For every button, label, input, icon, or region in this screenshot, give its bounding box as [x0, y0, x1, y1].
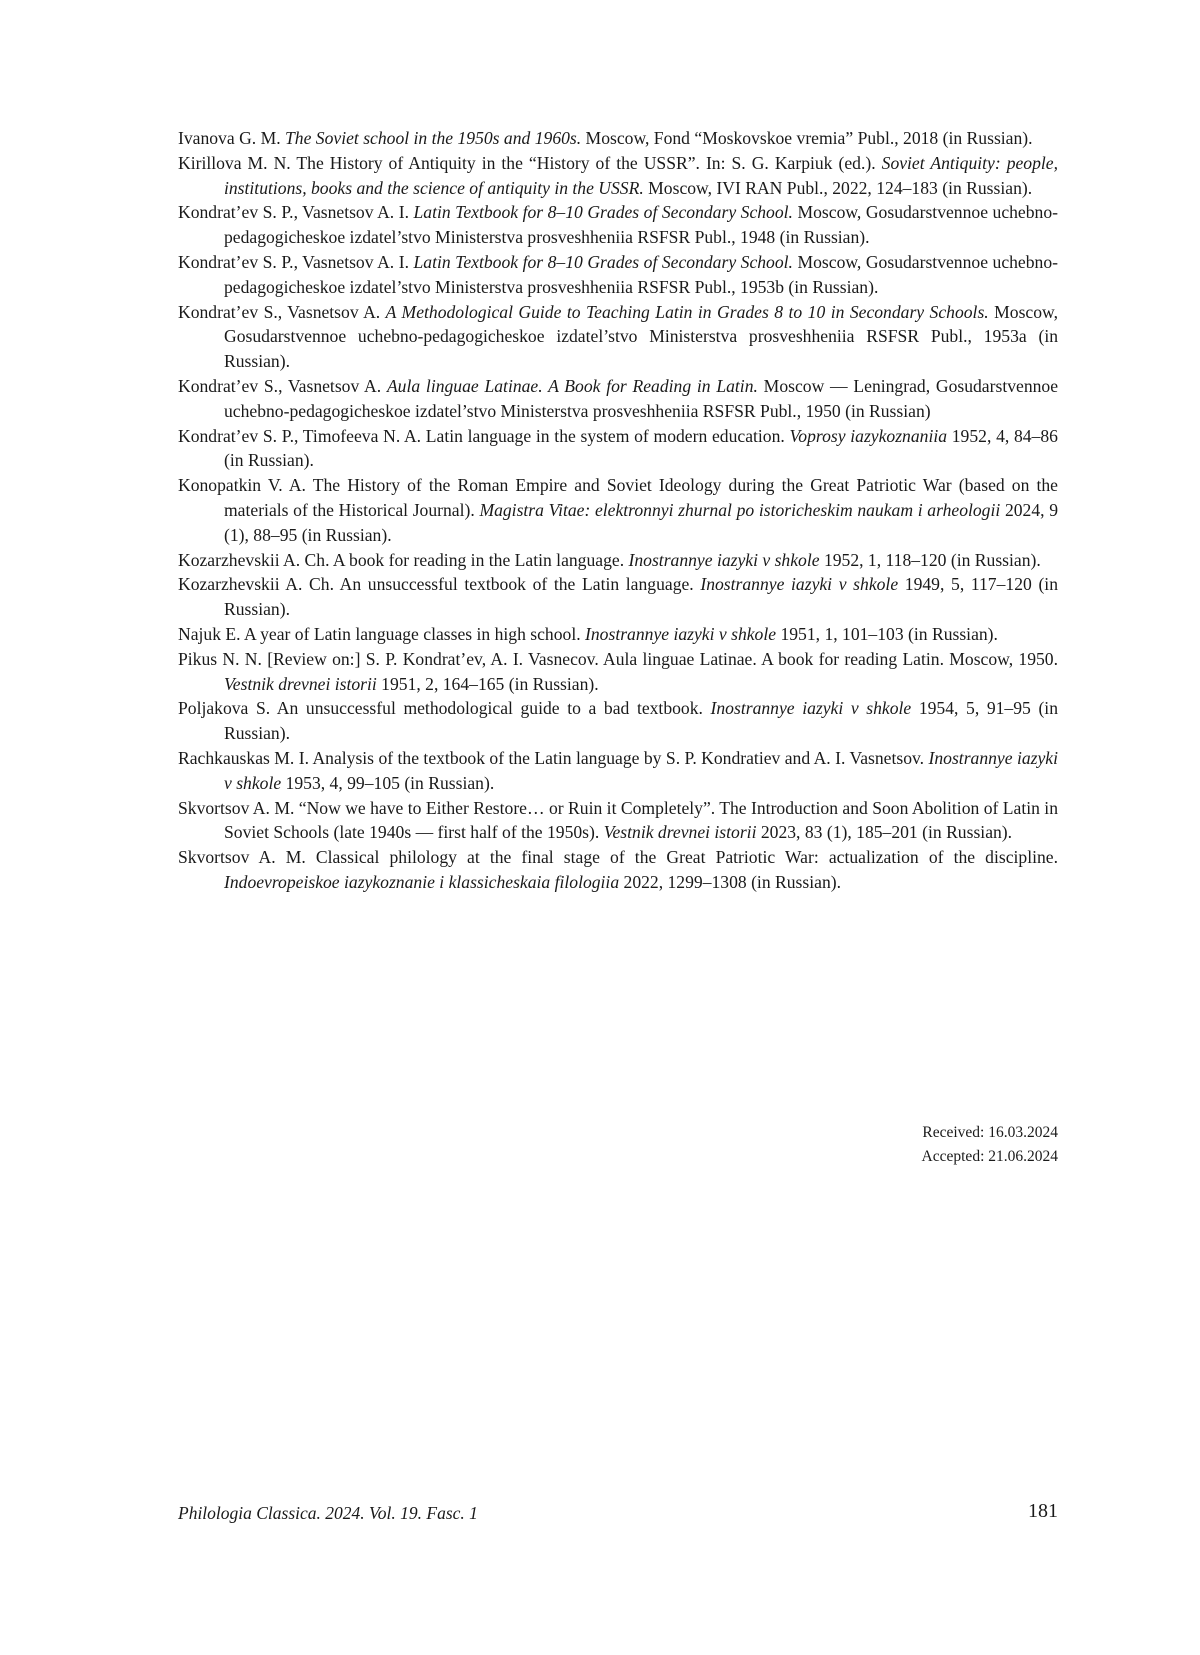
- reference-text: 1951, 2, 164–165 (in Russian).: [376, 673, 599, 694]
- reference-entry: [178, 473, 1058, 547]
- reference-text: Kozarzhevskii A. Ch. A book for reading in the Latin language.: [178, 549, 629, 570]
- reference-title-italic: Aula linguae Latinae. A Book for Reading in Latin.: [386, 375, 758, 396]
- reference-entry: [178, 572, 1058, 622]
- reference-text: Rachkauskas M. I. Analysis of the textbook of the Latin language by S. P. Kondratiev and A. I. Vasnetsov.: [178, 747, 929, 768]
- reference-text: Moscow, IVI RAN Publ., 2022, 124–183 (in Russian).: [643, 177, 1033, 198]
- reference-text: Moscow, Gosudarstvennoe uchebno-pedagogicheskoe izdatel’stvo Ministerstva prosveshheniia RSFSR Publ., 1948 (in Russian).: [224, 202, 1058, 248]
- reference-text: 2022, 1299–1308 (in Russian).: [619, 871, 841, 892]
- reference-text: Kozarzhevskii A. Ch. An unsuccessful textbook of the Latin language.: [178, 574, 701, 595]
- reference-text: Najuk E. A year of Latin language classes in high school.: [178, 623, 586, 644]
- reference-entry: [178, 622, 1058, 647]
- reference-title-italic: The Soviet school in the 1950s and 1960s.: [285, 128, 582, 148]
- reference-entry: [178, 424, 1058, 474]
- reference-title-italic: A Methodological Guide to Teaching Latin in Grades 8 to 10 in Secondary Schools.: [385, 301, 989, 322]
- reference-text: 2023, 83 (1), 185–201 (in Russian).: [756, 822, 1013, 843]
- reference-text: Moscow, Fond “Moskovskoe vremia” Publ., 2018 (in Russian).: [581, 128, 1033, 148]
- reference-title-italic: Inostrannye iazyki v shkole: [628, 549, 820, 570]
- reference-text: Poljakova S. An unsuccessful methodological guide to a bad textbook.: [178, 698, 711, 719]
- reference-entry: [178, 548, 1058, 573]
- reference-text: Moscow — Leningrad, Gosudarstvennoe uchebno-pedagogicheskoe izdatel’stvo Ministerstva prosveshheniia RSFSR Publ., 1950 (in Russian): [224, 375, 1059, 421]
- reference-title-italic: Inostrannye iazyki v shkole: [585, 623, 777, 644]
- reference-text: Skvortsov A. M. Classical philology at the final stage of the Great Patriotic War: actualization of the discipline.: [178, 847, 1058, 868]
- reference-title-italic: Vestnik drevnei istorii: [224, 673, 377, 694]
- reference-title-italic: Indoevropeiskoe iazykoznanie i klassicheskaia filologiia: [224, 871, 620, 892]
- reference-text: Kondrat’ev S., Vasnetsov A.: [178, 301, 386, 322]
- reference-text: Kirillova M. N. The History of Antiquity in the “History of the USSR”. In: S. G. Karpiuk (ed.).: [178, 152, 882, 173]
- reference-text: 1951, 1, 101–103 (in Russian).: [776, 623, 998, 644]
- reference-title-italic: Latin Textbook for 8–10 Grades of Secondary School.: [413, 202, 793, 223]
- reference-text: Pikus N. N. [Review on:] S. P. Kondrat’ev, A. I. Vasnecov. Aula linguae Latinae. A book for reading Latin. Moscow, 1950.: [178, 648, 1058, 669]
- reference-list: [178, 126, 1058, 895]
- reference-text: Ivanova G. M.: [178, 128, 286, 148]
- reference-title-italic: Latin Textbook for 8–10 Grades of Secondary School.: [413, 251, 793, 272]
- reference-title-italic: Inostrannye iazyki v shkole: [700, 574, 899, 595]
- reference-title-italic: Vestnik drevnei istorii: [603, 822, 757, 843]
- reference-entry: [178, 845, 1058, 895]
- reference-text: Kondrat’ev S. P., Timofeeva N. A. Latin language in the system of modern education.: [178, 425, 790, 446]
- reference-entry: [178, 647, 1058, 697]
- reference-entry: [178, 151, 1058, 201]
- submission-dates: [922, 1121, 1058, 1168]
- reference-text: 1952, 4, 84–86 (in Russian).: [224, 425, 1058, 471]
- reference-text: Moscow, Gosudarstvennoe uchebno-pedagogicheskoe izdatel’stvo Ministerstva prosveshheniia RSFSR Publ., 1953a (in Russian).: [224, 301, 1058, 372]
- reference-text: 1952, 1, 118–120 (in Russian).: [819, 549, 1041, 570]
- reference-title-italic: Inostrannye iazyki v shkole: [710, 698, 912, 719]
- reference-text: Skvortsov A. M. “Now we have to Either Restore… or Ruin it Completely”. The Introduction and Soon Abolition of Latin in Soviet Schools (late 1940s — first half of the 1950s).: [178, 797, 1058, 843]
- reference-text: Moscow, Gosudarstvennoe uchebno-pedagogicheskoe izdatel’stvo Ministerstva prosveshheniia RSFSR Publ., 1953b (in Russian).: [224, 251, 1058, 297]
- reference-title-italic: Magistra Vitae: elektronnyi zhurnal po istoricheskim naukam i arheologii: [479, 499, 1001, 520]
- reference-entry: [178, 300, 1058, 374]
- reference-entry: [178, 796, 1058, 846]
- accepted-date: Accepted: 21.06.2024: [921, 1147, 1058, 1165]
- received-date: Received: 16.03.2024: [922, 1124, 1058, 1141]
- reference-entry: [178, 126, 1058, 151]
- reference-entry: [178, 250, 1058, 300]
- reference-title-italic: Voprosy iazykoznaniia: [789, 425, 948, 446]
- running-footer-journal: Philologia Classica. 2024. Vol. 19. Fasc. 1: [178, 1503, 478, 1523]
- reference-text: Kondrat’ev S., Vasnetsov A.: [178, 375, 387, 396]
- reference-entry: [178, 374, 1058, 424]
- reference-entry: [178, 696, 1058, 746]
- reference-text: Konopatkin V. A. The History of the Roman Empire and Soviet Ideology during the Great Patriotic War (based on the materials of the Historical Journal).: [178, 475, 1058, 520]
- page-number: 181: [1028, 1500, 1058, 1522]
- reference-text: Kondrat’ev S. P., Vasnetsov A. I.: [178, 202, 414, 223]
- reference-entry: [178, 746, 1058, 796]
- reference-text: 2024, 9 (1), 88–95 (in Russian).: [224, 499, 1058, 545]
- reference-title-italic: Inostrannye iazyki v shkole: [224, 747, 1059, 793]
- reference-text: Kondrat’ev S. P., Vasnetsov A. I.: [178, 251, 414, 272]
- reference-title-italic: Soviet Antiquity: people, institutions, books and the science of antiquity in the USSR.: [224, 152, 1058, 198]
- reference-text: 1953, 4, 99–105 (in Russian).: [281, 772, 495, 793]
- reference-text: 1949, 5, 117–120 (in Russian).: [224, 574, 1058, 620]
- reference-entry: [178, 200, 1058, 250]
- reference-text: 1954, 5, 91–95 (in Russian).: [224, 698, 1058, 744]
